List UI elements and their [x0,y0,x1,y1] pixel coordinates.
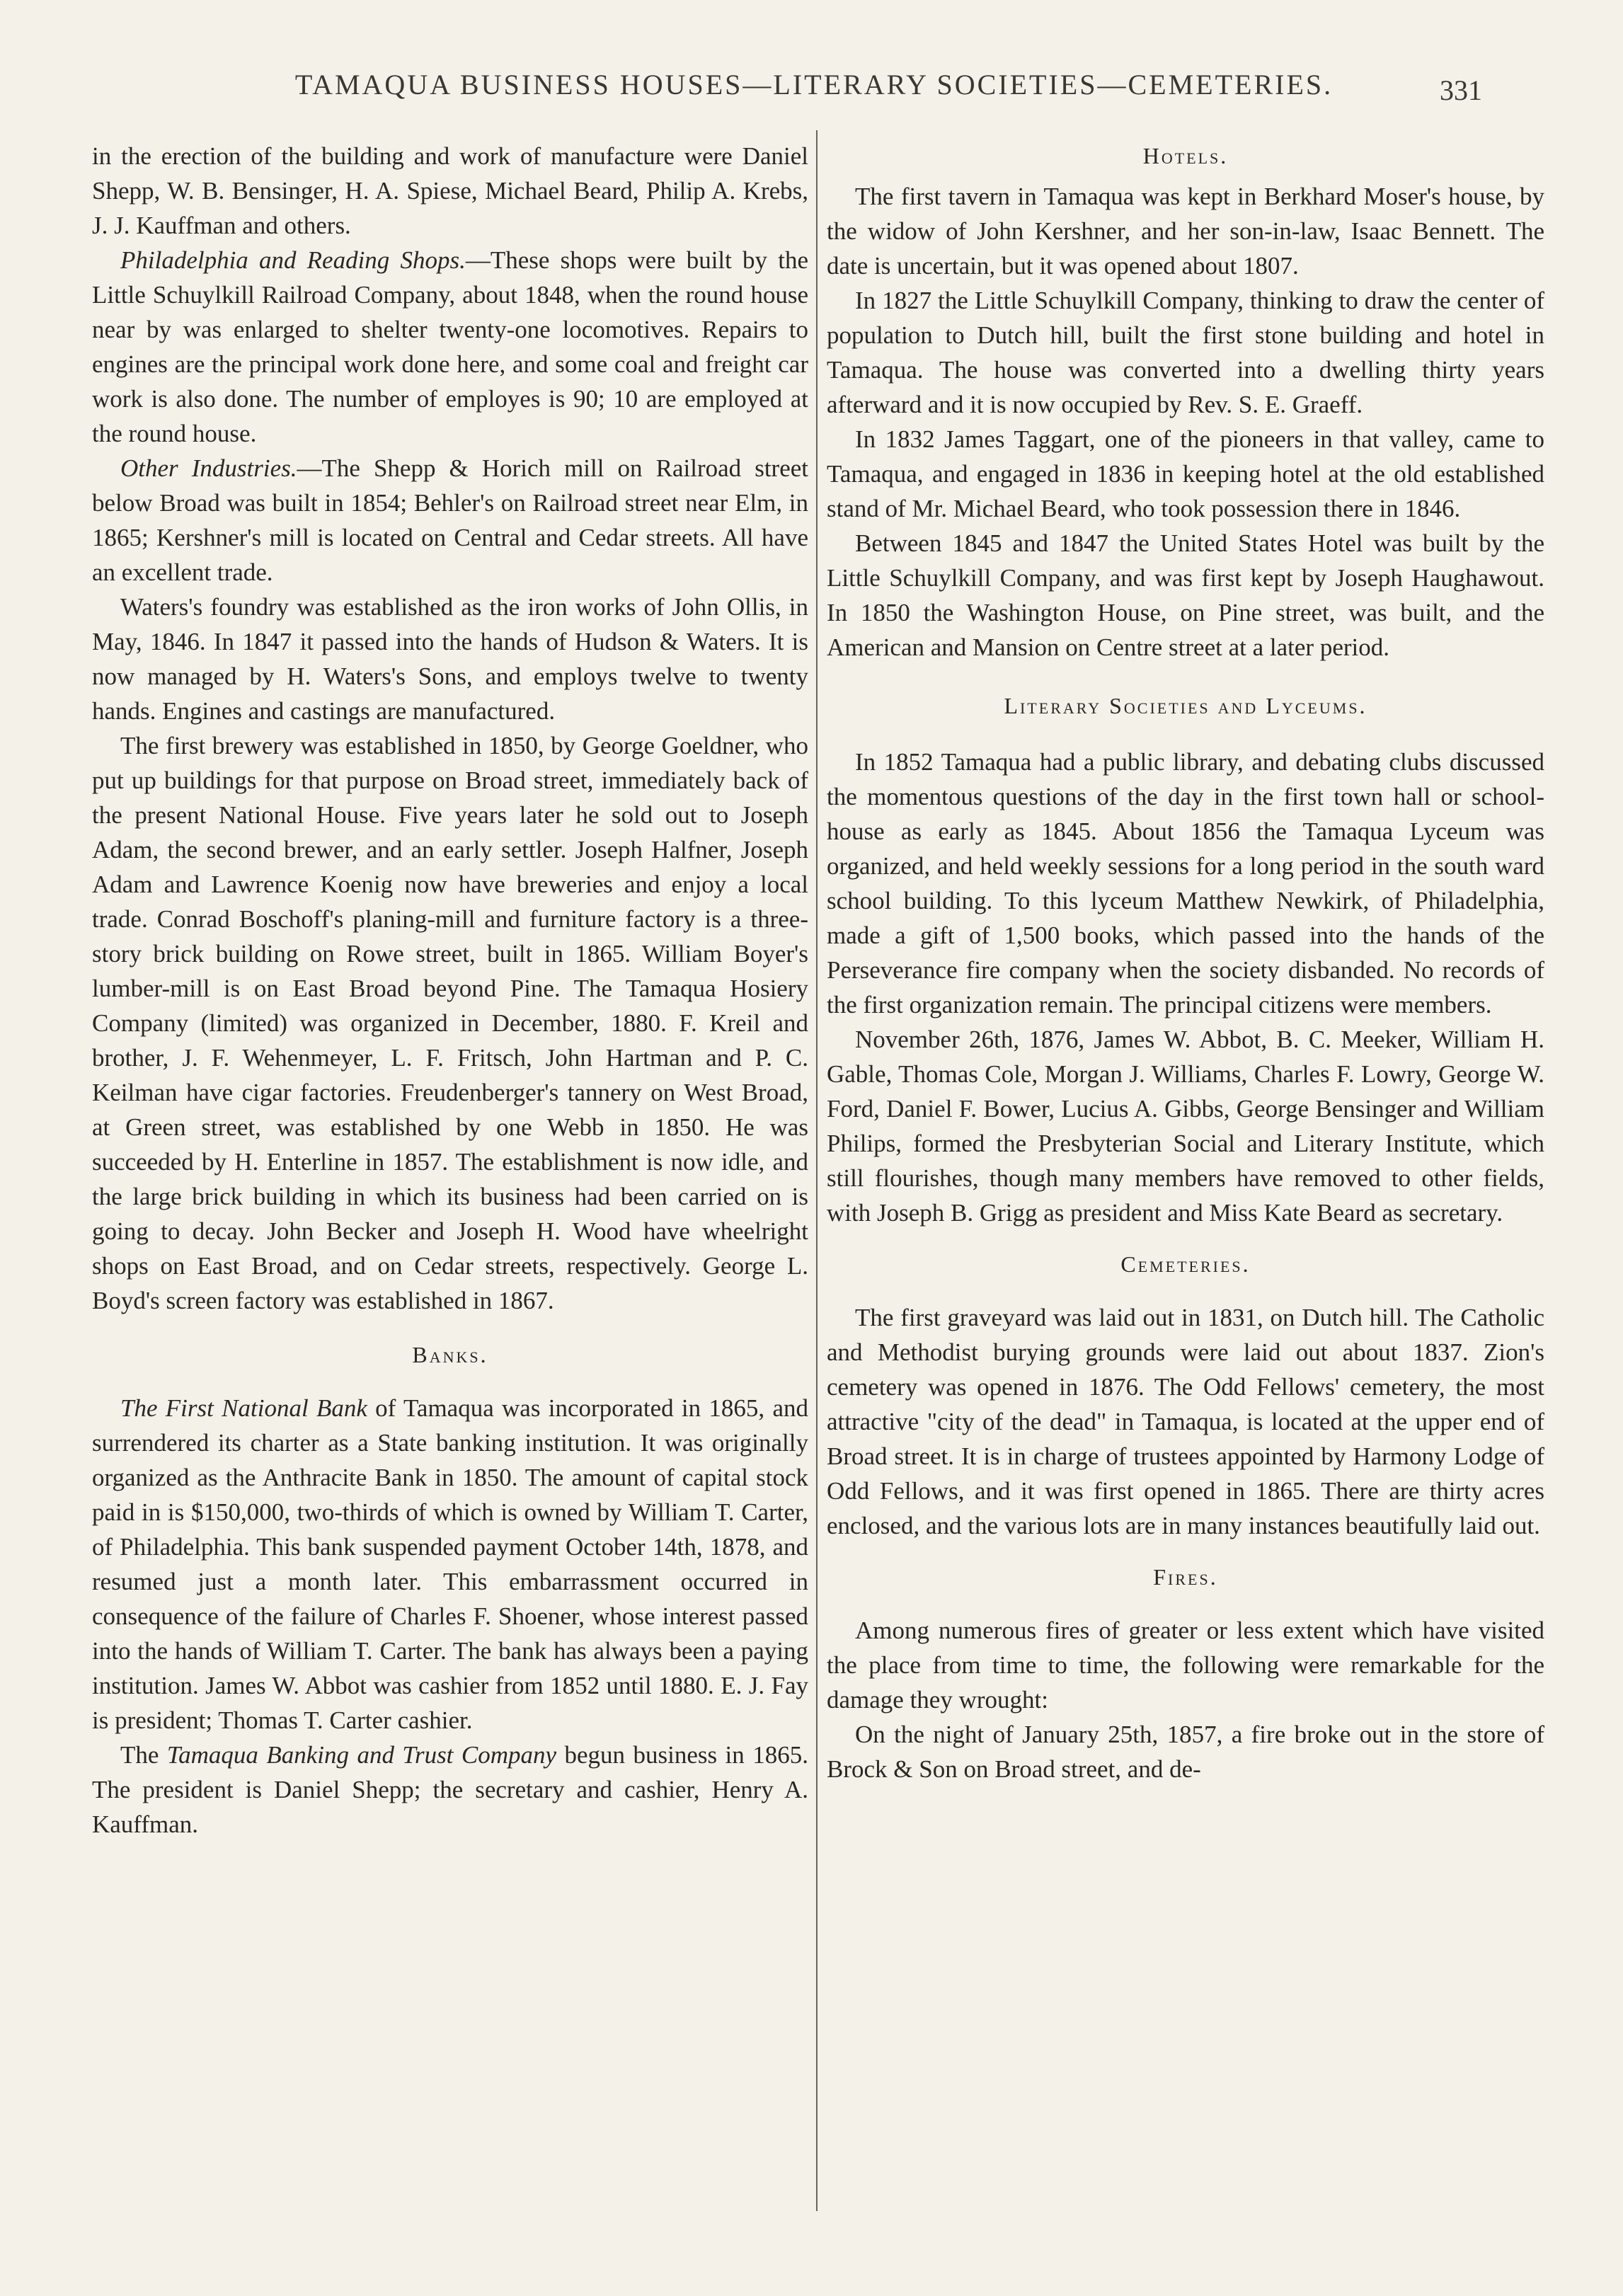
section-heading-cemeteries: Cemeteries. [1120,1251,1251,1277]
paragraph: In 1827 the Little Schuylkill Company, thinking to draw the center of population to Dutch hill, built the first stone building and hotel in Tamaqua. The house was converted into a dwelling thirty years afterward and it is now occupied by Rev. S. E. Graeff. [827,287,1544,418]
paragraph [92,451,808,590]
paragraph: In 1852 Tamaqua had a public library, and debating clubs discussed the momentous questions of the day in the first town hall or school-house as early as 1845. About 1856 the Tamaqua Lyceum was organized, and held weekly sessions for a long period in the south ward school building. To this lyceum Matthew Newkirk, of Philadelphia, made a gift of 1,500 books, which passed into the hands of the Perseverance fire company when the society disbanded. No records of the first organization remain. The principal citizens were members. [827,748,1544,1018]
paragraph: Among numerous fires of greater or less extent which have visited the place from time to time, the following were remarkable for the damage they wrought: [827,1617,1544,1714]
section-heading-hotels: Hotels. [1142,143,1229,168]
paragraph-body: of Tamaqua was incorporated in 1865, and surrendered its charter as a State banking institution. It was originally organized as the Anthracite Bank in 1850. The amount of capital stock paid in is $150,000, two-thirds of which is owned by William T. Carter, of Philadelphia. This bank suspended payment October 14th, 1878, and resumed just a month later. This embarrassment occurred in consequence of the failure of Charles F. Shoener, whose interest passed into the hands of William T. Carter. The bank has always been a paying institution. James W. Abbot was cashier from 1852 until 1880. E. J. Fay is president; Thomas T. Carter cashier. [92,1394,808,1734]
paragraph [92,1391,808,1738]
paragraph: November 26th, 1876, James W. Abbot, B. C. Meeker, William H. Gable, Thomas Cole, Morgan J. Williams, Charles F. Lowry, George W. Ford, Daniel F. Bower, Lucius A. Gibbs, George Bensinger and William Philips, formed the Presbyterian Social and Literary Institute, which still flourishes, though many members have removed to other fields, with Joseph B. Grigg as president and Miss Kate Beard as secretary. [827,1026,1544,1227]
section-heading-fires: Fires. [1153,1564,1218,1590]
paragraph: Waters's foundry was established as the iron works of John Ollis, in May, 1846. In 1847 it passed into the hands of Hudson & Waters. It is now managed by H. Waters's Sons, and employs twelve to twenty hands. Engines and castings are manufactured. [92,593,808,725]
paragraph-pre: The [120,1741,167,1769]
paragraph-lead: Tamaqua Banking and Trust Company [166,1741,557,1769]
paragraph-body: —These shops were built by the Little Schuylkill Railroad Company, about 1848, when the round house near by was enlarged to shelter twenty-one locomotives. Repairs to engines are the principal work done here, and some coal and freight car work is also done. The number of employes is 90; 10 are employed at the round house. [92,246,808,447]
section-heading-literary: Literary Societies and Lyceums. [1004,693,1367,718]
paragraph: In 1832 James Taggart, one of the pioneers in that valley, came to Tamaqua, and engaged in 1836 in keeping hotel at the old established stand of Mr. Michael Beard, who took possession there in 1846. [827,425,1544,522]
running-header: TAMAQUA BUSINESS HOUSES—LITERARY SOCIETIES—CEMETERIES. [294,69,1334,101]
paragraph-body: —The Shepp & Horich mill on Railroad street below Broad was built in 1854; Behler's on Railroad street near Elm, in 1865; Kershner's mill is located on Central and Cedar streets. All have an excellent trade. [92,454,808,586]
paragraph-lead: Philadelphia and Reading Shops. [120,246,466,274]
page-number: 331 [1440,74,1482,106]
paragraph-lead: The First National Bank [120,1394,367,1422]
paragraph-body: begun business in 1865. The president is Daniel Shepp; the secretary and cashier, Henry A. Kauffman. [92,1741,808,1838]
paragraph [92,1738,808,1842]
paragraph [92,243,808,451]
paragraph-lead: Other Industries. [120,454,297,482]
right-column [827,139,1544,1786]
paragraph: On the night of January 25th, 1857, a fire broke out in the store of Brock & Son on Broad street, and de- [827,1721,1544,1783]
paragraph: The first graveyard was laid out in 1831, on Dutch hill. The Catholic and Methodist burying grounds were laid out about 1837. Zion's cemetery was opened in 1876. The Odd Fellows' cemetery, the most attractive "city of the dead" in Tamaqua, is located at the upper end of Broad street. It is in charge of trustees appointed by Harmony Lodge of Odd Fellows, and it was first opened in 1865. There are thirty acres enclosed, and the various lots are in many instances beautifully laid out. [827,1304,1544,1539]
paragraph: in the erection of the building and work of manufacture were Daniel Shepp, W. B. Bensinger, H. A. Spiese, Michael Beard, Philip A. Krebs, J. J. Kauffman and others. [92,142,808,239]
section-heading-banks: Banks. [412,1342,488,1367]
paragraph: The first tavern in Tamaqua was kept in Berkhard Moser's house, by the widow of John Kershner, and her son-in-law, Isaac Bennett. The date is uncertain, but it was opened about 1807. [827,183,1544,280]
left-column [92,139,808,1842]
column-divider [816,130,818,2211]
paragraph: Between 1845 and 1847 the United States Hotel was built by the Little Schuylkill Company, and was first kept by Joseph Haughawout. In 1850 the Washington House, on Pine street, was built, and the American and Mansion on Centre street at a later period. [827,529,1544,661]
paragraph: The first brewery was established in 1850, by George Goeldner, who put up buildings for that purpose on Broad street, immediately back of the present National House. Five years later he sold out to Joseph Adam, the second brewer, and an early settler. Joseph Halfner, Joseph Adam and Lawrence Koenig now have breweries and enjoy a local trade. Conrad Boschoff's planing-mill and furniture factory is a three-story brick building on Rowe street, built in 1865. William Boyer's lumber-mill is on East Broad beyond Pine. The Tamaqua Hosiery Company (limited) was organized in December, 1880. F. Kreil and brother, J. F. Wehenmeyer, L. F. Fritsch, John Hartman and P. C. Keilman have cigar factories. Freudenberger's tannery on West Broad, at Green street, was established by one Webb in 1850. He was succeeded by H. Enterline in 1857. The establishment is now idle, and the large brick building in which its business had been carried on is going to decay. John Becker and Joseph H. Wood have wheelright shops on East Broad, and on Cedar streets, respectively. George L. Boyd's screen factory was established in 1867. [92,732,808,1314]
